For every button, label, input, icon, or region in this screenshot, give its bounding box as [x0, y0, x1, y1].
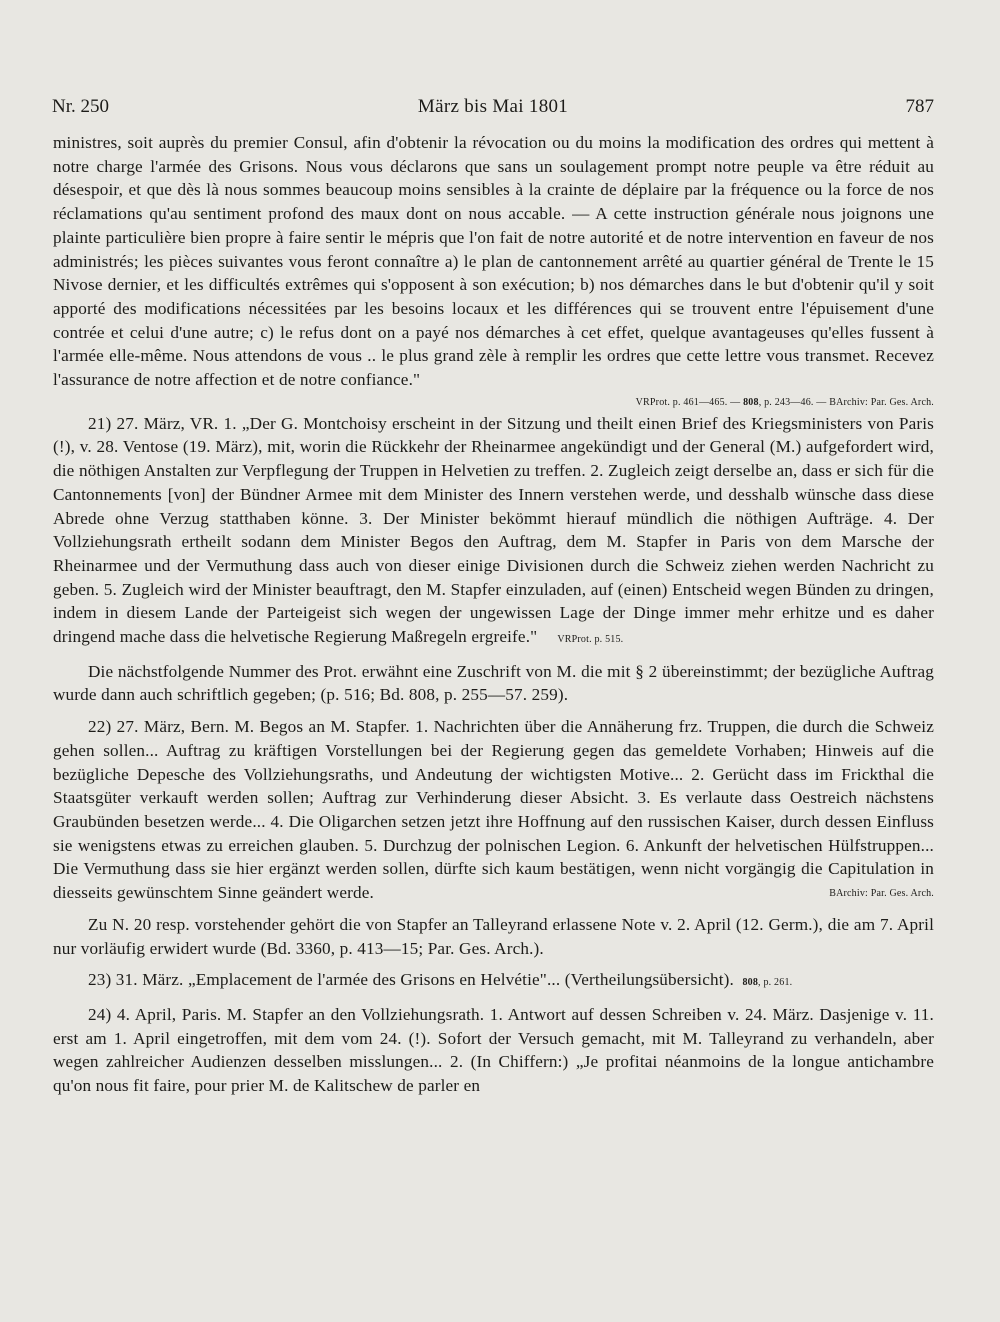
entry-22: [53, 715, 934, 905]
entry-22-text: 22) 27. März, Bern. M. Begos an M. Stapfer. 1. Nachrichten über die Annäherung frz. Truppen, die durch die Schweiz gehen sollen... Auftrag zu kräftigen Vorstellungen bei der Regierung gegen das gemeldete Vorhaben; Hinweis auf die bezügliche Depesche des Vollziehungsraths, und Andeutung der wichtigsten Motive... 2. Gerücht dass im Frickthal die Staatsgüter verkauft werden sollen; Auftrag zur Verhinderung dieser Absicht. 3. Es verlaute dass Oestreich nächstens Graubünden besetzen werde... 4. Die Oligarchen setzen jetzt ihre Hoffnung auf den russischen Kaiser, durch dessen Einfluss sie wenigstens etwas zu erreichen glauben. 5. Durchzug der polnischen Legion. 6. Ankunft der helvetischen Hülfstruppen... Die Vermuthung dass sie hier ergänzt werden sollen, dürfte sich kaum bestätigen, wenn nicht vorgängig die Capitulation in diesseits gewünschtem Sinne geändert werde.: [53, 717, 934, 903]
body-text: [53, 131, 934, 1098]
source-reference: VRProt. p. 515.: [557, 634, 624, 646]
date-range-title: März bis Mai 1801: [417, 96, 569, 117]
document-number: Nr. 250: [52, 96, 109, 117]
source-reference-part: , p. 243—46. — BArchiv: Par. Ges. Arch.: [758, 396, 934, 408]
note-paragraph: Die nächstfolgende Nummer des Prot. erwähnt eine Zuschrift von M. die mit § 2 übereinstimmt; der bezügliche Auftrag wurde dann auch schriftlich gegeben; (p. 516; Bd. 808, p. 255—57. 259).: [53, 661, 934, 705]
source-reference-part: , p. 261.: [758, 977, 793, 989]
note-paragraph: Zu N. 20 resp. vorstehender gehört die von Stapfer an Talleyrand erlassene Note v. 2. April (12. Germ.), die am 7. April nur vorläufig erwidert wurde (Bd. 3360, p. 413—15; Par. Ges. Arch.).: [53, 914, 934, 958]
source-reference-part: VRProt. p. 461—465. —: [635, 396, 744, 408]
entry-23-text: 23) 31. März. „Emplacement de l'armée des Grisons en Helvétie"... (Vertheilungsübersicht).: [88, 970, 734, 990]
volume-number: 808: [742, 977, 759, 989]
volume-number: 808: [743, 396, 759, 408]
running-head: [52, 92, 934, 122]
entry-23: [53, 968, 934, 995]
paragraph-continuation: ministres, soit auprès du premier Consul, afin d'obtenir la révocation ou du moins la modification des ordres qui mettent à notre charge l'armée des Grisons. Nous vous déclarons que sans un soulagement prompt notre peuple va être réduit au désespoir, et que dès là nous sommes beaucoup moins sensibles à la crainte de déplaire par la fréquence ou la force de nos réclamations qu'au sentiment profond des maux dont on nous accable. — A cette instruction générale nous joignons une plainte particulière bien propre à faire sentir le mépris que l'on fait de notre autorité et de notre intervention en faveur de nos administrés; les pièces suivantes vous feront connaître a) le plan de cantonnement arrêté au quartier général de Trente le 15 Nivose dernier, et les difficultés extrêmes qui s'opposent à son exécution; b) nos démarches dans le but d'obtenir qu'il y soit apporté des modifications nécessitées par les besoins locaux et les différences qui se trouvent entre l'épuisement d'une contrée et celui d'une autre; c) le refus dont on a payé nos démarches à cet effet, quelque avantageuses qu'elles fussent à l'armée elle-même. Nous attendons de vous .. le plus grand zèle à remplir les ordres que cette lettre vous transmet. Recevez l'assurance de notre affection et de notre confiance.": [53, 133, 934, 390]
entry-24: 24) 4. April, Paris. M. Stapfer an den Vollziehungsrath. 1. Antwort auf dessen Schreiben v. 24. März. Dasjenige v. 11. erst am 1. April eingetroffen, mit dem vom 24. (!). Sofort der Versuch gemacht, mit M. Talleyrand zu verhandeln, aber wegen zahlreicher Audienzen desselben misslungen... 2. (In Chiffern:) „Je profitai néanmoins de la longue antichambre qu'on nous fit faire, pour prier M. de Kalitschew de parler en: [53, 1004, 934, 1096]
page-number: 787: [905, 96, 934, 117]
source-reference: [53, 394, 934, 412]
entry-21-text: 21) 27. März, VR. 1. „Der G. Montchoisy erscheint in der Sitzung und theilt einen Brief des Kriegsministers von Paris (!), v. 28. Ventose (19. März), mit, worin die Rückkehr der Rheinarmee angekündigt und der General (M.) aufgefordert wird, die nöthigen Anstalten zur Verpflegung der Truppen in Helvetien zu treffen. 2. Zugleich zeigt derselbe an, dass er sich für die Cantonnements [von] der Bündner Armee mit dem Minister des Innern verstehen werde, und desshalb wünsche dass diese Abrede ohne Verzug statthaben könne. 3. Der Minister bekömmt hierauf mündlich die nöthigen Aufträge. 4. Der Vollziehungsrath ertheilt sodann dem Minister Begos den Auftrag, dem M. Stapfer in Paris von dem Marsche der Rheinarmee und der Vermuthung dass auch von dieser einige Divisionen durch die Schweiz ziehen werden Nachricht zu geben. 5. Zugleich wird der Minister beauftragt, den M. Stapfer einzuladen, auf (einen) Entscheid wegen Bünden zu dringen, indem in diesem Lande der Parteigeist sich wegen der ungewissen Lage der Dinge immer mehr erhitze und es daher dringend mache dass die helvetische Regierung Maßregeln ergreife.": [53, 413, 934, 647]
source-reference: [738, 977, 792, 988]
source-reference: BArchiv: Par. Ges. Arch.: [829, 888, 934, 900]
entry-21: [53, 412, 934, 652]
